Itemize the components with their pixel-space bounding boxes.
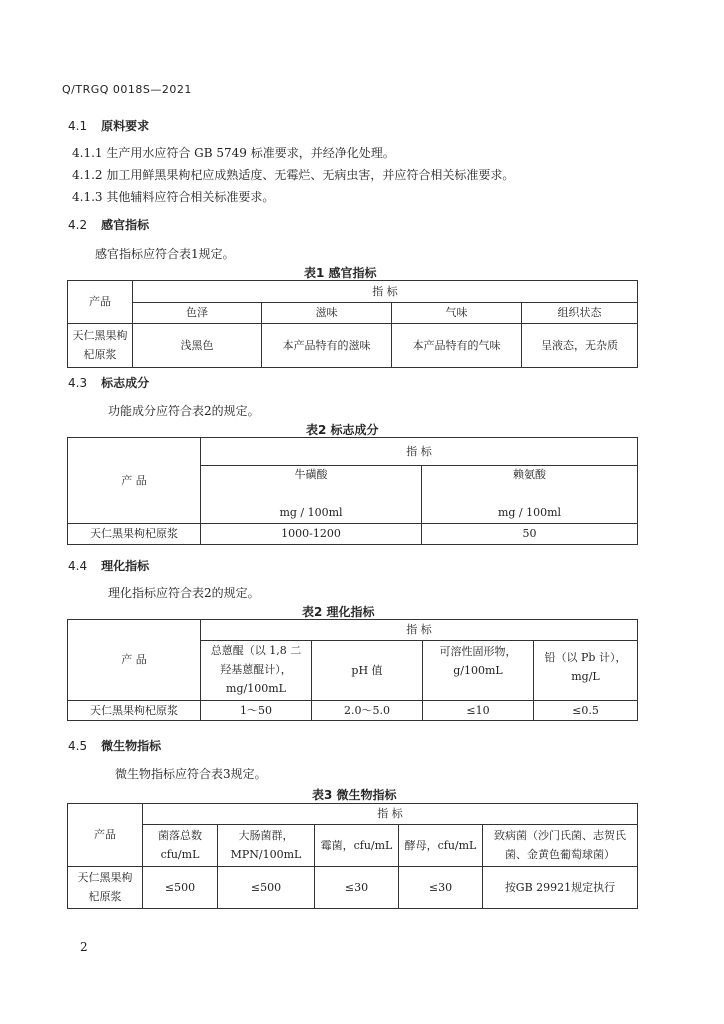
section-4-3-text: 功能成分应符合表2的规定。 xyxy=(108,404,260,418)
table-cell: ≤10 xyxy=(423,701,534,721)
product-name-line: 杞原浆 xyxy=(83,347,117,361)
section-4-5-text: 微生物指标应符合表3规定。 xyxy=(115,767,267,781)
section-4-2-text: 感官指标应符合表1规定。 xyxy=(95,247,235,261)
column-unit: mg / 100ml xyxy=(497,505,562,519)
section-4-4-heading xyxy=(68,557,149,574)
clause-4-1-2: 4.1.2 加工用鲜黑果枸杞应成熟适度、无霉烂、无病虫害，并应符合相关标准要求。 xyxy=(72,168,515,182)
column-header xyxy=(143,825,218,867)
document-code: Q/TRGQ 0018S—2021 xyxy=(62,83,192,96)
table-2-physicochemical xyxy=(67,619,638,721)
column-line: 致病菌（沙门氏菌、志贺氏 xyxy=(494,828,626,842)
clause-4-1-1: 4.1.1 生产用水应符合 GB 5749 标准要求，并经净化处理。 xyxy=(72,146,395,160)
section-title: 原料要求 xyxy=(101,119,150,133)
column-line: g/100mL xyxy=(453,663,503,677)
column-name: 牛磺酸 xyxy=(294,468,328,482)
table-cell: ≤30 xyxy=(315,867,399,909)
column-line: 总蒽醌（以 1,8 二 xyxy=(210,644,302,658)
product-header: 产 品 xyxy=(68,438,201,524)
product-name-line: 天仁黑果枸 xyxy=(72,328,128,342)
table-3-caption: 表3 微生物指标 xyxy=(312,788,397,802)
table-cell: 本产品特有的气味 xyxy=(392,324,522,368)
section-4-1-heading xyxy=(68,117,149,134)
column-header xyxy=(534,641,638,701)
page-number: 2 xyxy=(80,940,88,954)
column-header: 组织状态 xyxy=(522,303,638,324)
table-3-microbiological xyxy=(67,803,638,909)
column-line: mg/100mL xyxy=(226,681,286,695)
section-number: 4.3 xyxy=(68,376,88,390)
section-number: 4.1 xyxy=(68,119,88,133)
clause-4-1-3: 4.1.3 其他辅料应符合相关标准要求。 xyxy=(72,190,275,204)
section-4-4-text: 理化指标应符合表2的规定。 xyxy=(108,586,260,600)
product-name xyxy=(68,867,143,909)
product-header: 产品 xyxy=(68,804,143,867)
table-cell: 呈液态，无杂质 xyxy=(522,324,638,368)
table-cell: ≤30 xyxy=(399,867,483,909)
table-cell: 2.0～5.0 xyxy=(312,701,423,721)
index-header: 指 标 xyxy=(133,281,638,303)
product-name xyxy=(68,324,133,368)
index-header: 指 标 xyxy=(143,804,638,825)
table-1-sensory xyxy=(67,280,638,368)
index-header: 指 标 xyxy=(201,620,638,641)
column-header xyxy=(201,466,422,524)
table-cell: ≤500 xyxy=(143,867,218,909)
section-number: 4.4 xyxy=(68,559,88,573)
product-header: 产 品 xyxy=(68,620,201,701)
column-header xyxy=(422,466,638,524)
column-line: 菌、金黄色葡萄球菌） xyxy=(505,847,615,861)
column-line: 可溶性固形物， xyxy=(439,645,517,658)
product-name-line: 天仁黑果枸 xyxy=(77,870,133,884)
section-4-3-heading xyxy=(68,374,149,391)
table-cell: 50 xyxy=(422,524,638,545)
table-cell: 按GB 29921规定执行 xyxy=(483,867,638,909)
product-name: 天仁黑果枸杞原浆 xyxy=(68,524,201,545)
column-header: 滋味 xyxy=(262,303,392,324)
section-number: 4.2 xyxy=(68,218,88,232)
table-2-marker-components xyxy=(67,437,638,545)
column-header: 霉菌，cfu/mL xyxy=(315,825,399,867)
table-cell: 1000-1200 xyxy=(201,524,422,545)
section-title: 理化指标 xyxy=(101,559,150,573)
column-header: pH 值 xyxy=(312,641,423,701)
table-cell: 本产品特有的滋味 xyxy=(262,324,392,368)
column-line: MPN/100mL xyxy=(230,847,302,861)
section-4-5-heading xyxy=(68,737,161,754)
column-header xyxy=(218,825,315,867)
section-number: 4.5 xyxy=(68,739,88,753)
product-name: 天仁黑果枸杞原浆 xyxy=(68,701,201,721)
column-line: 铅（以 Pb 计）， xyxy=(544,651,627,664)
column-line: mg/L xyxy=(571,669,600,683)
column-line: 菌落总数 xyxy=(158,828,202,842)
section-title: 标志成分 xyxy=(101,376,150,390)
table-cell: ≤500 xyxy=(218,867,315,909)
column-name: 赖氨酸 xyxy=(513,468,546,482)
column-header xyxy=(201,641,312,701)
section-title: 感官指标 xyxy=(101,218,150,232)
table-cell: 浅黑色 xyxy=(133,324,262,368)
product-name-line: 杞原浆 xyxy=(88,889,122,903)
table-cell: 1～50 xyxy=(201,701,312,721)
product-header: 产品 xyxy=(68,281,133,324)
section-4-2-heading xyxy=(68,216,149,233)
table-1-caption: 表1 感官指标 xyxy=(304,266,377,280)
column-header xyxy=(423,641,534,701)
column-header: 气味 xyxy=(392,303,522,324)
table-cell: ≤0.5 xyxy=(534,701,638,721)
column-line: 羟基蒽醌计）， xyxy=(220,663,292,677)
index-header: 指 标 xyxy=(201,438,638,466)
table-2-caption: 表2 标志成分 xyxy=(306,423,379,437)
column-header xyxy=(483,825,638,867)
column-header: 色泽 xyxy=(133,303,262,324)
column-line: 大肠菌群， xyxy=(238,828,294,842)
column-header: 酵母，cfu/mL xyxy=(399,825,483,867)
table-2b-caption: 表2 理化指标 xyxy=(302,605,375,619)
column-unit: mg / 100ml xyxy=(279,505,343,519)
section-title: 微生物指标 xyxy=(101,739,162,753)
column-line: cfu/mL xyxy=(160,847,200,861)
